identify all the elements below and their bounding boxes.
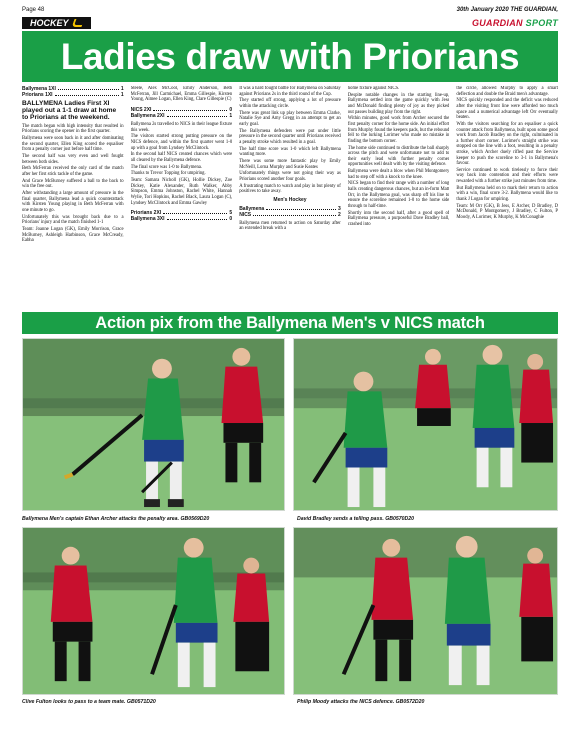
score-value: 1 [120, 86, 124, 92]
paragraph: There was great link up play between Emma Clarke, Natalie Sye and Amy Gregg in an attempt to get an early goal. [239, 110, 341, 127]
paragraph: The final score was 1-0 to Ballymena. [130, 164, 203, 170]
paragraph: The Ballymena defenders were put under little pressure in the second quarter until Priorians received a penalty stroke which resulted in a goal. [239, 128, 341, 145]
hockey-photo-image [294, 528, 557, 694]
score-team: Ballymena 1XI [22, 86, 56, 92]
paragraph: The match began with high intensity that resulted in Priorians scoring the opener in the first quarter. [22, 123, 124, 135]
photo-caption: Philip Moody attacks the NICS defence. GB0572D20 [297, 699, 425, 705]
score-team: NICS 2XI [130, 106, 152, 113]
article [22, 86, 558, 310]
article-col-3 [239, 86, 341, 310]
paragraph: Despite notable changes in the starting line-up, Ballymena settled into the game quickly with Jess and McDonald finding plenty of joy as they picked out passes building play from the right. [347, 92, 450, 115]
paragraph: Shortly into the second half, after a good spell of Ballymena pressure, a purposeful Dave Bradley ball, crashed into [347, 210, 450, 227]
hockey-stick-icon [71, 19, 84, 27]
paragraph: Ballymena men returned to action on Saturday after an extended break with a [239, 220, 341, 232]
article-col-4 [348, 86, 450, 310]
action-heading: Action pix from the Ballymena Men's v NICS match [95, 313, 485, 332]
photo-2 [293, 338, 558, 511]
section-tag [22, 17, 91, 29]
paragraph: Ballymena 2s travelled to NICS in their league fixture this week. [130, 121, 233, 133]
headline-band [22, 31, 558, 82]
hockey-photo-image [23, 528, 284, 694]
section-tag-label: HOCKEY [30, 18, 69, 28]
score-line [22, 92, 124, 98]
brand-logo [472, 18, 558, 28]
brand-part1: GUARDIAN [471, 18, 523, 28]
paragraph: In the second half NICS created chances which were all cleared by the Ballymena defence. [130, 152, 233, 163]
paragraph: Unfortunately this was brought back due to a Priorians' injury and the match finished 1-1 [22, 214, 124, 226]
score-team: Ballymena 3XI [130, 216, 165, 223]
score-team: Priorians 2XI [130, 210, 162, 217]
photo-4 [293, 527, 558, 695]
paragraph: The home side continued to distribute the ball sharply across the pitch and were unfortunate not to add to their early lead with further penalty corner opportunities well dealt with by the visiting defence. [347, 145, 450, 168]
paragraph: Beth McFerran received the only card of the match after her first stick tackle of the game. [22, 166, 124, 177]
article-col-2 [131, 86, 233, 310]
photo-caption: Clive Fulton looks to pass to a team mate. GB0571D20 [22, 699, 156, 705]
paragraph: Team: Samara Nicholl (GK), Hollie Dickey, Zoe Dickey, Katie Alexander, Ruth Walker, Abby Simpson, Emma Johnston, Rachel White, Hannah Wylie, Tori Hopkins, Rachel Black, Laura Logan (C), Lyndsey McClintock and Emma Gawley [130, 178, 233, 206]
paragraph: Service continued to work tirelessly to force their way back into contention and their efforts were rewarded with a further strike just minutes from time. [456, 167, 558, 185]
article-col-1 [22, 86, 124, 310]
hockey-photo-image [23, 339, 284, 510]
score-value: 0 [229, 216, 233, 223]
paragraph: Thanks to Trevor Topping for umpiring. [130, 171, 206, 177]
brand-part2: SPORT [525, 18, 558, 28]
photo-1 [22, 338, 285, 511]
paragraph: NICS quickly responded and the deficit was reduced after the visiting front line were afforded too much space and a numerical advantage left Orr eventually beaten. [456, 98, 558, 121]
score-team: Priorians 1XI [22, 92, 53, 98]
paragraph: Within minutes, good work from Archer secured the first penalty corner for the home side. An initial effort from Murphy found the keepers pads, but the rebound fell to the lurking Lorimer who made no mistake in finding the bottom corner. [347, 116, 450, 144]
paragraph: Ballymena were soon back in it and after dominating the second quarter, Ellen King scored the equaliser from a penalty corner just before half time. [22, 135, 124, 153]
subheading: Men's Hockey [273, 197, 307, 203]
hockey-photo-image [294, 339, 557, 510]
paragraph: The half time score was 1-0 which left Ballymena wanting more. [239, 146, 341, 158]
paragraph: home fixture against NICS. [347, 86, 400, 91]
score-team: Ballymena [239, 205, 265, 212]
date-paper: 30th January 2020 THE GUARDIAN, [456, 7, 558, 13]
paragraph: There was some more fantastic play by Emily McNeill, Lorna Murphy and Susie Keates [239, 159, 341, 170]
score-team: Ballymena 2XI [130, 112, 165, 119]
score-value: 5 [229, 210, 233, 217]
score-value: 1 [120, 92, 124, 98]
paragraph: But Ballymena held on to mark their return to action with a win, final score 3-2. Ballymena would like to thank J Logan for umpiring. [456, 185, 558, 203]
score-value: 2 [338, 211, 341, 218]
page-header [22, 4, 558, 16]
article-col-5 [456, 86, 558, 310]
paragraph: the circle, allowed Murphy to apply a smart deflection and double the Braid men's advantage. [456, 86, 558, 97]
paragraph: NICS began to find their range with a number of long balls creating dangerous chances, but an in-form Matt Orr, in the Ballymena goal, was sharp off his line to ensure the scoreline remained 1-0 to the home side through to half-time. [347, 181, 450, 209]
score-team: NICS [239, 211, 252, 218]
paragraph: Team: Joanne Logan (GK), Emily Morrison, Grace McBurney, Ashleigh Harbinson, Grace McCready, Eabha [22, 227, 124, 244]
score-value: 0 [229, 106, 233, 113]
paragraph: The second half was very even and well fought between both sides. [22, 153, 124, 165]
photo-caption: Ballymena Men's captain Ethan Archer attacks the penalty area. GB0569D20 [22, 516, 210, 522]
paragraph: After withstanding a large amount of pressure in the final quarter, Ballymena lead a quick counterattack with Kirsten Young playing in Beth McFerran with one minute to go. [22, 191, 124, 213]
photo-3 [22, 527, 285, 695]
paragraph: They started off strong, applying a lot of pressure within the attacking circle. [239, 98, 341, 109]
paragraph: Steele, Alex McCool, Emily Anderson, Beth McFerran, Jill Carmichael, Emma Gillespie, Kirsten Young, Aimee Logan, Ellen King, Clare Gillespie (C) [130, 86, 233, 103]
score-value: 3 [338, 205, 341, 212]
article-lead: BALLYMENA Ladies First XI played out a 1-1 draw at home to Priorians at the weekend. [22, 100, 117, 122]
paragraph: And Grace McBurney suffered a ball to the back to win the free out. [22, 178, 124, 190]
paragraph: It was a hard fought battle for Ballymena on Saturday against Priorians 2s in the third round of the Cup. [239, 86, 341, 97]
paragraph: With the visitors searching for an equaliser a quick counter attack from Ballymena, built upon some good work from Jacob Bradley on the right, culminated in a further short corner. Lorimer's straight strike was stopped on the line with a foot, resulting in a penalty stroke, which Archer duely rifled past the Service keeper to push the scoreline to 3-1 in Ballymena's favour. [456, 121, 558, 167]
action-band [22, 312, 558, 334]
photo-caption: David Bradley sends a telling pass. GB0570D20 [297, 516, 415, 522]
paragraph: A frustrating match to watch and play in but plenty of positives to take away. [239, 183, 341, 195]
paragraph: Unfortunately things were not going their way as Priorians scored another four goals. [239, 171, 341, 183]
page-number: Page 48 [22, 7, 45, 13]
paragraph: The visitors started strong putting pressure on the NICS defence, and within the first quarter went 1-0 up with a goal from Lyndsey McClintock. [130, 134, 233, 151]
score-value: 1 [229, 112, 233, 119]
score-line [131, 216, 233, 222]
paragraph: Ballymena were dealt a blow when Phil Montgomery had to step off with a knock to the knee. [347, 169, 450, 180]
paragraph: Team: M Orr (GK), B Jess, E Archer, D Bradley, D McDonald, P Montgomery, J Bradley, C Fulton, P Moody, A Lorimer, K Murphy, K McConaghie [456, 203, 558, 220]
section-bar [22, 16, 558, 30]
headline: Ladies draw with Priorians [60, 36, 520, 77]
